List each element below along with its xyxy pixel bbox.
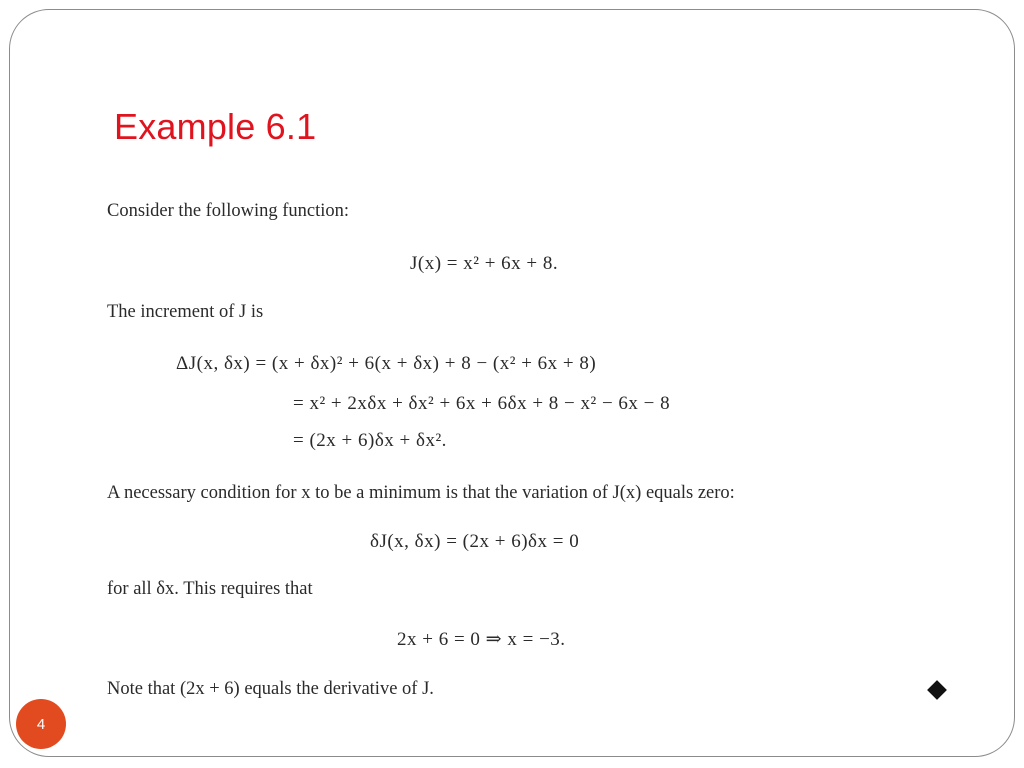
equation-solution: 2x + 6 = 0 ⇒ x = −3.: [397, 629, 566, 650]
equation-function: J(x) = x² + 6x + 8.: [410, 253, 559, 274]
forall-text: for all δx. This requires that: [107, 579, 313, 599]
slide-title: Example 6.1: [114, 106, 317, 147]
equation-increment-line-3: = (2x + 6)δx + δx².: [293, 430, 447, 451]
note-text: Note that (2x + 6) equals the derivative of J.: [107, 679, 434, 699]
intro-text: Consider the following function:: [107, 201, 350, 221]
equation-increment-line-2: = x² + 2xδx + δx² + 6x + 6δx + 8 − x² − 6x − 8: [293, 393, 671, 414]
increment-text: The increment of J is: [107, 302, 264, 322]
page-number-badge: 4: [16, 699, 66, 749]
equation-variation: δJ(x, δx) = (2x + 6)δx = 0: [370, 531, 580, 552]
equation-increment-line-1: ΔJ(x, δx) = (x + δx)² + 6(x + δx) + 8 − (x² + 6x + 8): [176, 353, 597, 374]
condition-text: A necessary condition for x to be a minimum is that the variation of J(x) equals zero:: [107, 483, 735, 503]
